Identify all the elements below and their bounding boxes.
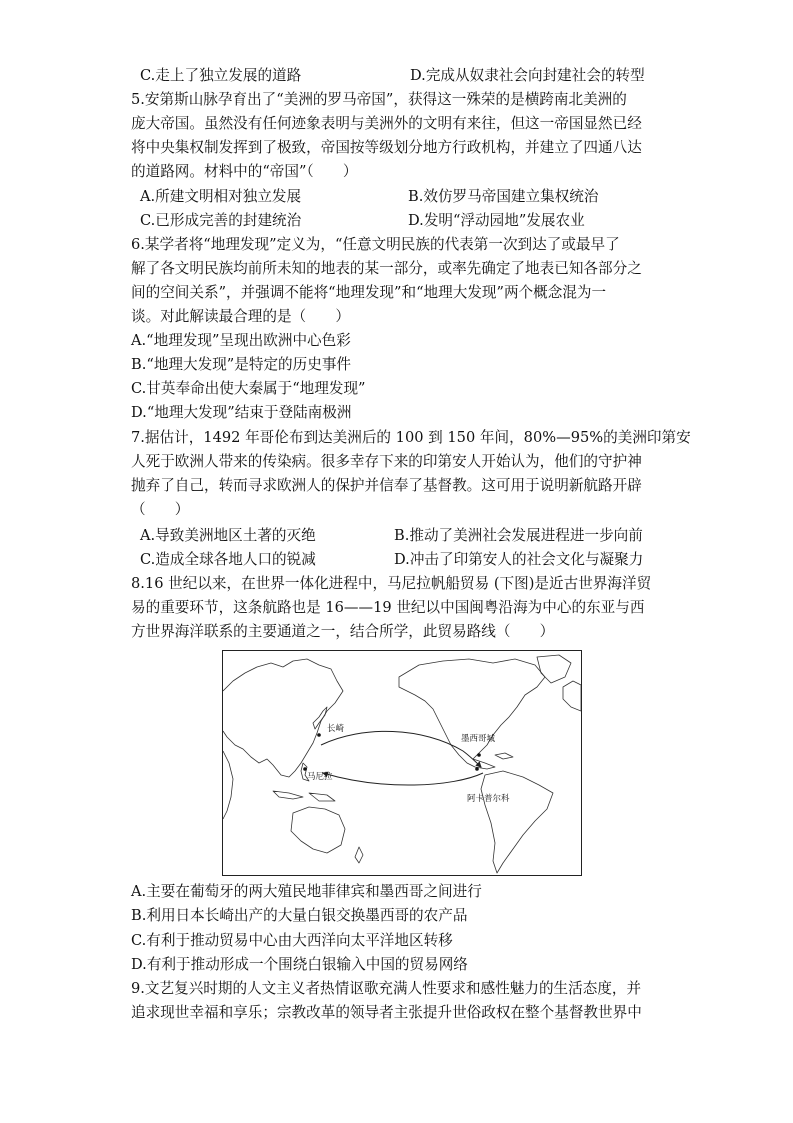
q7-options-cd xyxy=(140,550,644,570)
q8-option-a: A.主要在葡萄牙的两大殖民地菲律宾和墨西哥之间进行 xyxy=(131,883,482,900)
caribbean-outline xyxy=(495,753,513,759)
q6-option-b: B.“地理大发现”是特定的历史事件 xyxy=(131,356,352,373)
q8-stem-line-3: 方世界海洋联系的主要通道之一，结合所学，此贸易路线（ ） xyxy=(131,623,555,640)
asia-outline xyxy=(223,659,343,777)
indonesia-outline xyxy=(273,791,335,801)
label-nagasaki: 长崎 xyxy=(327,724,345,734)
north-america-outline xyxy=(399,659,545,769)
q5-option-b: B.效仿罗马帝国建立集权统治 xyxy=(408,188,599,205)
south-america-outline xyxy=(481,771,553,873)
label-manila: 马尼拉 xyxy=(307,772,333,782)
q8-option-d: D.有利于推动形成一个围绕白银输入中国的贸易网络 xyxy=(131,956,468,973)
q7-option-d: D.冲击了印第安人的社会文化与凝聚力 xyxy=(394,551,644,568)
q6-stem-line-1: 6.某学者将“地理发现”定义为，“任意文明民族的代表第一次到达了或最早了 xyxy=(131,236,620,253)
q6-stem-line-4: 谈。对此解读最合理的是（ ） xyxy=(131,308,350,325)
japan-outline xyxy=(313,707,327,729)
q7-option-b: B.推动了美洲社会发展进程进一步向前 xyxy=(394,527,643,544)
new-zealand-outline xyxy=(355,847,363,863)
q8-option-c: C.有利于推动贸易中心由大西洋向太平洋地区转移 xyxy=(131,932,453,949)
label-acapulco: 阿卡普尔科 xyxy=(467,794,510,804)
australia-outline xyxy=(291,807,345,853)
q9-stem-line-2: 追求现世幸福和享乐；宗教改革的领导者主张提升世俗政权在整个基督教世界中 xyxy=(131,1004,642,1021)
q6-option-a: A.“地理发现”呈现出欧洲中心色彩 xyxy=(131,332,351,349)
q7-stem-line-1: 7.据估计，1492 年哥伦布到达美洲后的 100 到 150 年间，80%—95%的美洲印第安 xyxy=(131,429,691,446)
q5-stem-line-1: 5.安第斯山脉孕育出了“美洲的罗马帝国”，获得这一殊荣的是横跨南北美洲的 xyxy=(131,91,627,108)
nagasaki-marker xyxy=(317,733,321,737)
manila-galleon-route-map xyxy=(222,650,582,876)
world-map-svg xyxy=(223,651,581,875)
continent-outlines xyxy=(223,655,581,873)
q7-stem-line-4: （ ） xyxy=(131,501,190,518)
q7-option-a: A.导致美洲地区土著的灭绝 xyxy=(140,527,316,544)
europe-outline xyxy=(563,681,581,711)
q5-option-d: D.发明“浮动园地”发展农业 xyxy=(408,212,585,229)
q5-option-c: C.已形成完善的封建统治 xyxy=(140,212,302,229)
q6-option-c: C.甘英奉命出使大秦属于“地理发现” xyxy=(131,380,366,397)
q7-stem-line-3: 抛弃了自己，转而寻求欧洲人的保护并信奉了基督教。这可用于说明新航路开辟 xyxy=(131,477,642,494)
q8-stem-line-1: 8.16 世纪以来，在世界一体化进程中，马尼拉帆船贸易 (下图)是近古世界海洋贸 xyxy=(131,575,652,592)
q4-options-cd xyxy=(140,66,645,86)
q5-stem-line-2: 庞大帝国。虽然没有任何迹象表明与美洲外的文明有来往，但这一帝国显然已经 xyxy=(131,115,642,132)
label-mexico-city: 墨西哥城 xyxy=(461,734,496,744)
q5-option-a: A.所建文明相对独立发展 xyxy=(140,188,302,205)
q5-options-ab xyxy=(140,187,599,207)
q4-option-c: C.走上了独立发展的道路 xyxy=(140,67,302,84)
greenland-outline xyxy=(537,655,571,683)
q4-option-d: D.完成从奴隶社会向封建社会的转型 xyxy=(410,67,645,84)
q7-option-c: C.造成全球各地人口的锐减 xyxy=(140,551,316,568)
q5-stem-line-4: 的道路网。材料中的“帝国”（ ） xyxy=(131,163,358,180)
q9-stem-line-1: 9.文艺复兴时期的人文主义者热情讴歌充满人性要求和感性魅力的生活态度，并 xyxy=(131,980,642,997)
acapulco-marker xyxy=(475,767,479,771)
africa-outline xyxy=(223,751,233,819)
q6-stem-line-3: 间的空间关系”，并强调不能将“地理发现”和“地理大发现”两个概念混为一 xyxy=(131,284,607,301)
q5-stem-line-3: 将中央集权制发挥到了极致，帝国按等级划分地方行政机构，并建立了四通八达 xyxy=(131,139,642,156)
q8-option-b: B.利用日本长崎出产的大量白银交换墨西哥的农产品 xyxy=(131,907,468,924)
q7-stem-line-2: 人死于欧洲人带来的传染病。很多幸存下来的印第安人开始认为，他们的守护神 xyxy=(131,453,642,470)
q6-option-d: D.“地理大发现”结束于登陆南极洲 xyxy=(131,404,352,421)
q7-options-ab xyxy=(140,526,643,546)
q8-stem-line-2: 易的重要环节，这条航路也是 16——19 世纪以中国闽粤沿海为中心的东亚与西 xyxy=(131,599,645,616)
route-westbound xyxy=(323,773,483,785)
q6-stem-line-2: 解了各文明民族均前所未知的地表的某一部分，或率先确定了地表已知各部分之 xyxy=(131,260,642,277)
q5-options-cd xyxy=(140,211,585,231)
mexico-city-marker xyxy=(477,753,481,757)
manila-marker xyxy=(303,767,307,771)
route-eastbound xyxy=(321,731,481,767)
